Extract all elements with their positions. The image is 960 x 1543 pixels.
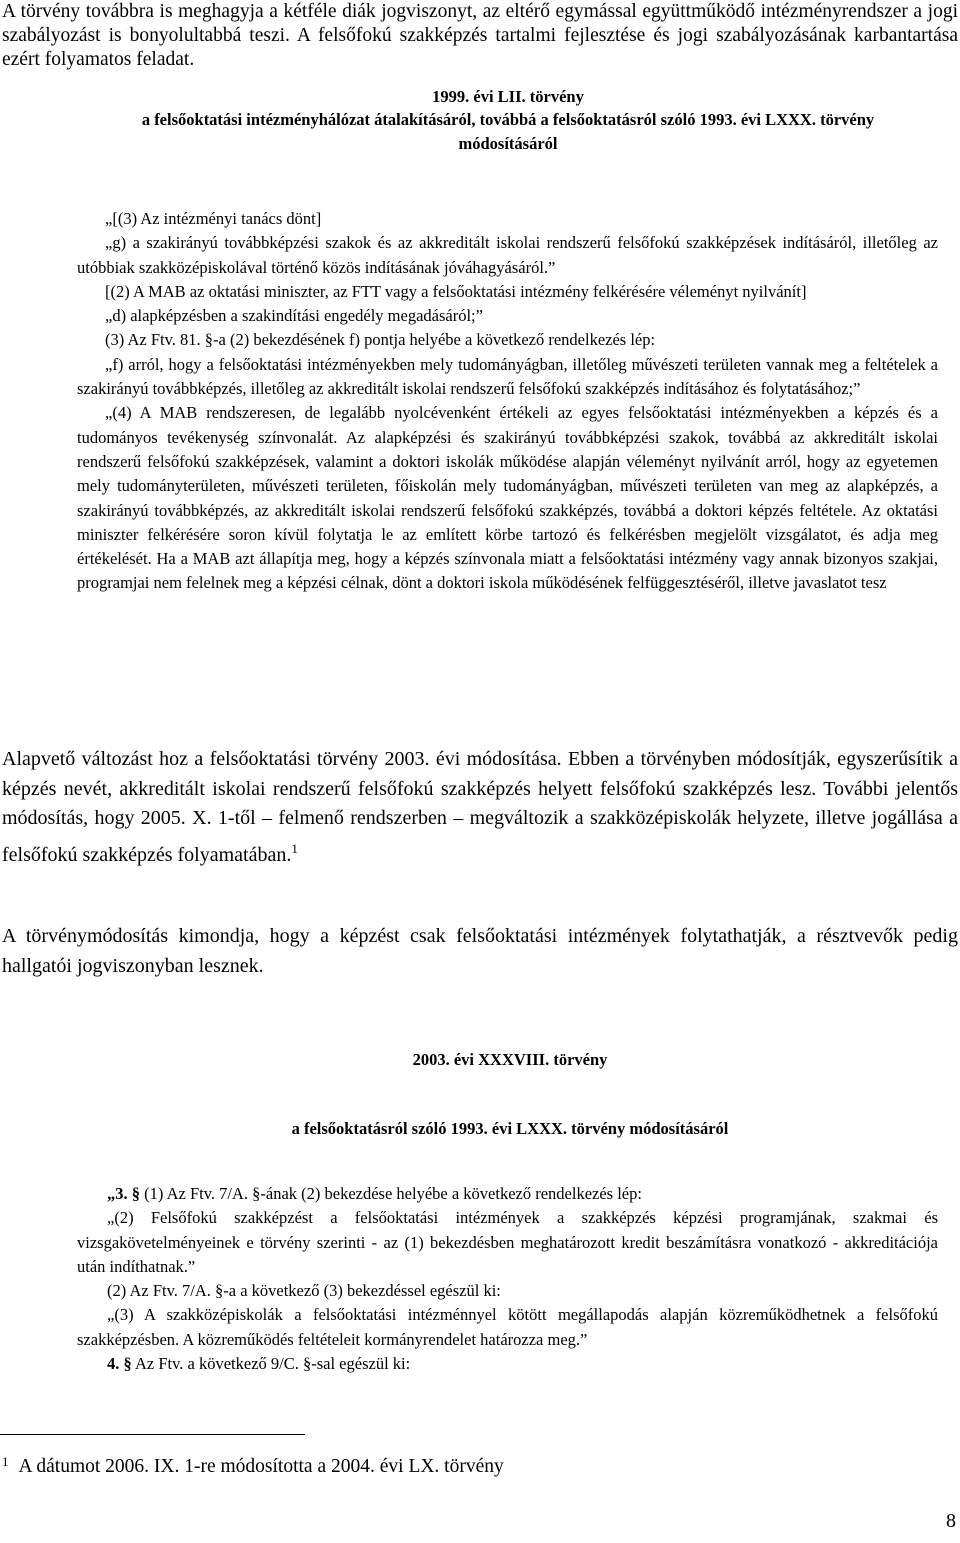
law2-paragraph: „(3) A szakközépiskolák a felsőoktatási intézménnyel kötött megállapodás alapján közreműködhetnek a felsőfokú szakképzésben. A közreműködés feltételeit kormányrendelet határozza meg.” [77, 1305, 938, 1349]
law1-paragraph: „(4) A MAB rendszeresen, de legalább nyolcévenként értékeli az egyes felsőoktatási intézményekben a képzés és a tudományos tevékenység színvonalát. Az alapképzési és szakirányú továbbképzési szakok, továbbá az akkreditált iskolai rendszerű felsőfokú szakképzések, valamint a doktori iskolák működése alapján véleményt nyilvánít arról, hogy az egyetemen mely tudományterületen, művészeti területen, főiskolán mely tudományágban, művészeti területen van meg az alapképzés, a szakirányú továbbképzés, az akkreditált iskolai rendszerű felsőfokú szakképzés, továbbá a doktori képzés feltétele. Az oktatási miniszter felkérésére soron kívül folytatja le az említett körbe tartozó és felkérésben megjelölt vizsgálatot, és adja meg értékelését. Ha a MAB azt állapítja meg, hogy a képzés színvonala miatt a felsőoktatási intézmény vagy annak bizonyos szakjai, programjai nem felelnek meg a képzési célnak, dönt a doktori iskola működésének felfüggesztéséről, illetve javaslatot tesz [77, 403, 938, 593]
law2-paragraph [77, 1352, 938, 1376]
law2-paragraph-text: (1) Az Ftv. 7/A. §-ának (2) bekezdése helyébe a következő rendelkezés lép: [140, 1184, 642, 1203]
law2-subtitle: a felsőoktatásról szóló 1993. évi LXXX. törvény módosításáról [291, 1119, 729, 1138]
law1-paragraph: „f) arról, hogy a felsőoktatási intézményekben mely tudományágban, illetőleg művészeti területen vannak meg a feltételek a szakirányú továbbképzés, illetőleg az akkreditált iskolai rendszerű felsőfokú szakképzés indításához és folytatásához;” [77, 354, 938, 399]
law1-paragraph: [(2) A MAB az oktatási miniszter, az FTT vagy a felsőoktatási intézmény felkérésére véleményt nyilvánít] [105, 281, 807, 301]
law1-paragraph: „g) a szakirányú továbbképzési szakok és az akkreditált iskolai rendszerű felsőfokú szakképzések indításáról, illetőleg az utóbbiak szakközépiskolával történő közös indításának jóváhagyásáról.” [77, 233, 938, 277]
law1-subtitle: a felsőoktatási intézményhálózat átalakításáról, továbbá a felsőoktatásról szóló 1993. évi LXXX. törvény módosításáról [141, 110, 875, 153]
intro-paragraph: A törvény továbbra is meghagyja a kétféle diák jogviszonyt, az eltérő egymással együttműködő intézményrendszer a jogi szabályozást is bonyolultabbá teszi. A felsőfokú szakképzés tartalmi fejlesztése és jogi szabályozásának karbantartása ezért folyamatos feladat. [2, 1, 958, 70]
law2-title: 2003. évi XXXVIII. törvény [412, 1050, 608, 1069]
footnote-reference: 1 [291, 840, 298, 856]
law2-paragraph [77, 1182, 938, 1206]
paragraph-amendment-summary: A törvénymódosítás kimondja, hogy a képzést csak felsőoktatási intézmények folytathatják, a résztvevők pedig hallgatói jogviszonyban lesznek. [2, 925, 958, 977]
footnote-text: A dátumot 2006. IX. 1-re módosította a 2004. évi LX. törvény [18, 1456, 504, 1477]
law2-paragraph: „(2) Felsőfokú szakképzést a felsőoktatási intézmények a szakképzés képzési programjának, szakmai és vizsgakövetelményeinek e törvény szerinti - az (1) bekezdésben meghatározott kredit beszámításra vonatkozó - akkreditációja után indíthatnak.” [77, 1208, 938, 1276]
section-3-label: „3. § [107, 1184, 140, 1203]
law2-paragraph-text: Az Ftv. a következő 9/C. §-sal egészül ki: [131, 1354, 411, 1374]
law1-paragraph: (3) Az Ftv. 81. §-a (2) bekezdésének f) pontja helyébe a következő rendelkezés lép: [105, 330, 656, 350]
footnote [2, 1449, 504, 1480]
page-number: 8 [946, 1510, 956, 1532]
law1-paragraph: „d) alapképzésben a szakindítási engedély megadásáról;” [105, 306, 483, 326]
law2-quote-block [77, 1182, 938, 1376]
footnote-number: 1 [2, 1454, 9, 1469]
paragraph-2003-amendment [2, 745, 958, 870]
law2-paragraph: (2) Az Ftv. 7/A. §-a a következő (3) bekezdéssel egészül ki: [107, 1281, 501, 1301]
section-4-label: 4. § [107, 1354, 132, 1374]
paragraph-2003-text: Alapvető változást hoz a felsőoktatási törvény 2003. évi módosítása. Ebben a törvényben módosítják, egyszerűsítik a képzés nevét, akkreditált iskolai rendszerű felsőfokú szakképzés helyett felsőfokú szakképzés lesz. További jelentős módosítás, hogy 2005. X. 1-től – felmenő rendszerben – megváltozik a szakközépiskolák helyzete, illetve jogállása a felsőfokú szakképzés folyamatában. [2, 748, 958, 866]
footnote-divider [0, 1434, 305, 1435]
law1-title: 1999. évi LII. törvény [432, 87, 584, 106]
law1-paragraph: „[(3) Az intézményi tanács dönt] [105, 209, 322, 228]
law1-quote-block [77, 207, 938, 596]
